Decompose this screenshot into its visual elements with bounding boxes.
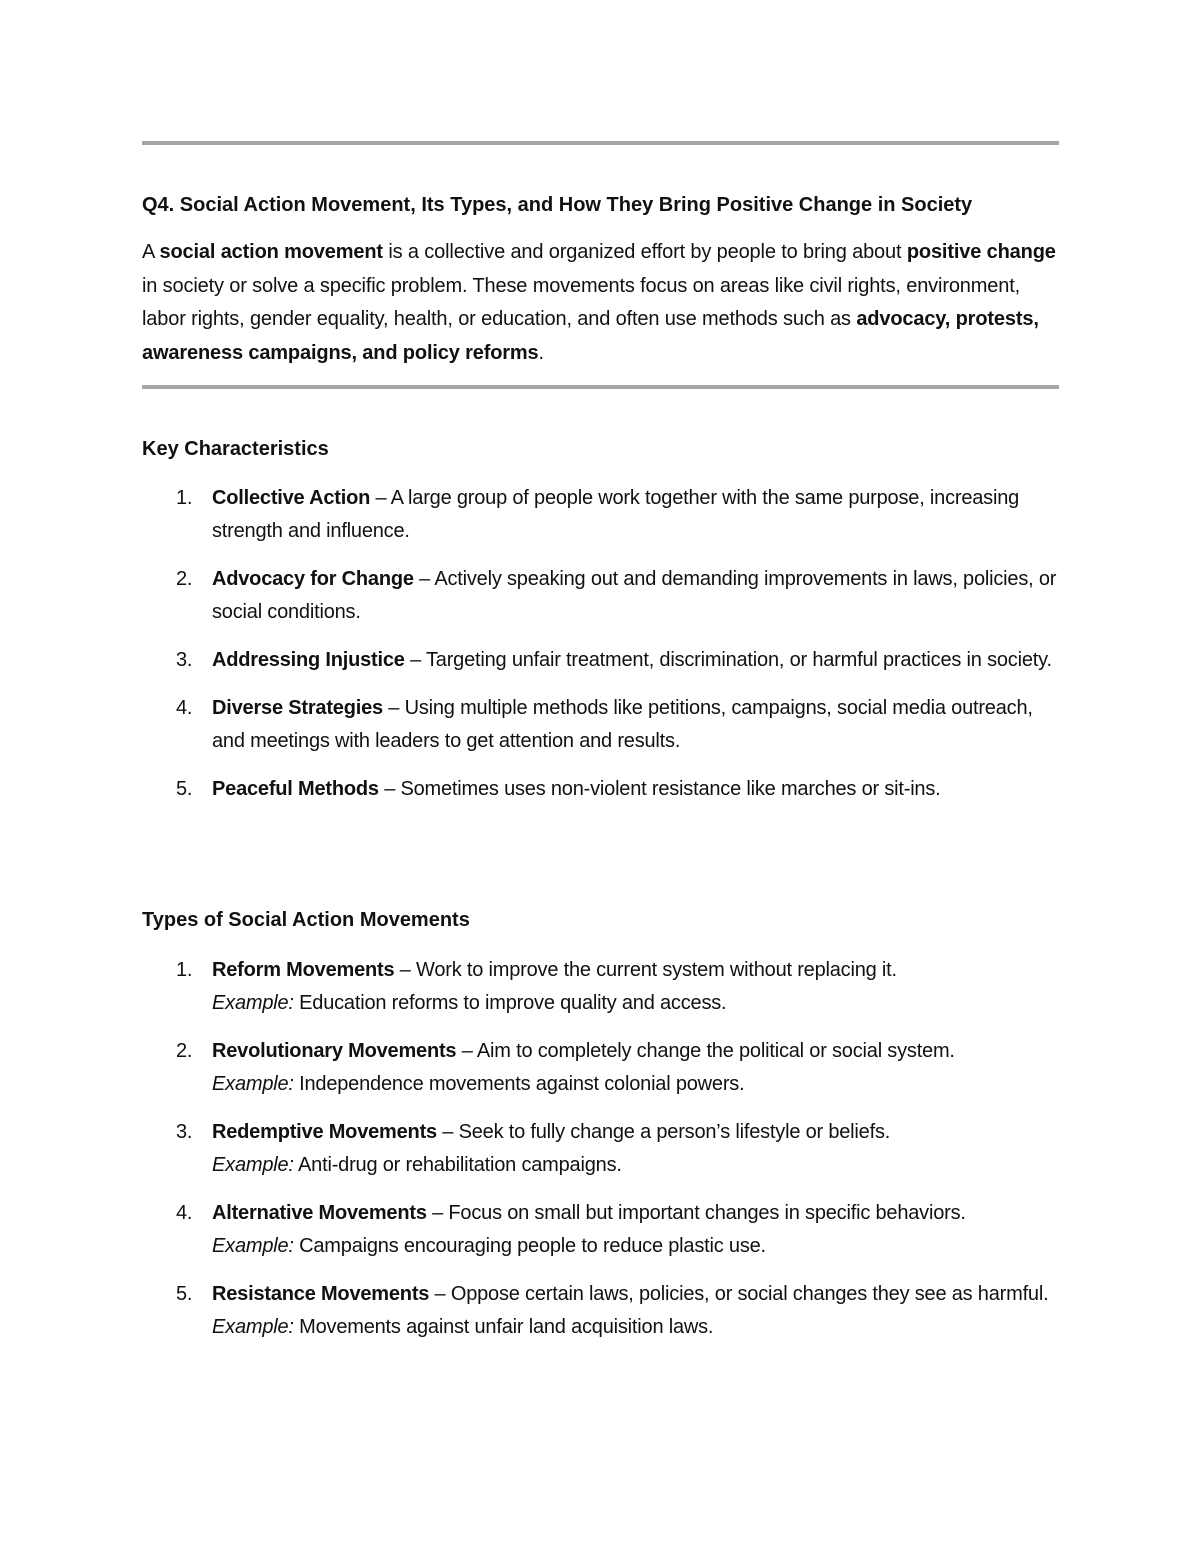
example-line (212, 987, 1059, 1020)
list-number: 2. (176, 568, 193, 590)
item-term: Revolutionary Movements (212, 1040, 457, 1062)
intro-bold-term: social action movement (159, 241, 383, 263)
item-description: – Seek to fully change a person’s lifestyle or beliefs. (436, 1121, 891, 1143)
horizontal-rule-middle (142, 385, 1059, 389)
item-term: Alternative Movements (212, 1202, 427, 1224)
example-line (212, 1311, 1059, 1344)
list-item (142, 563, 1059, 629)
list-item (142, 1278, 1059, 1344)
example-text: Campaigns encouraging people to reduce plastic use. (293, 1235, 766, 1257)
example-label: Example: (212, 992, 294, 1014)
item-description: – Targeting unfair treatment, discrimination, or harmful practices in society. (404, 649, 1052, 671)
item-term: Addressing Injustice (212, 649, 405, 671)
list-number: 3. (176, 1121, 193, 1143)
example-line (212, 1149, 1059, 1182)
example-line (212, 1068, 1059, 1101)
key-characteristics-list (142, 482, 1059, 821)
types-list (142, 954, 1059, 1359)
item-description: – Oppose certain laws, policies, or social changes they see as harmful. (429, 1283, 1049, 1305)
intro-paragraph (142, 236, 1059, 370)
item-term: Redemptive Movements (212, 1121, 437, 1143)
item-term: Reform Movements (212, 959, 395, 981)
list-number: 3. (176, 649, 193, 671)
example-text: Education reforms to improve quality and access. (293, 992, 727, 1014)
item-term: Peaceful Methods (212, 778, 379, 800)
intro-text: . (538, 341, 544, 364)
item-description: – Work to improve the current system without replacing it. (394, 959, 897, 981)
example-text: Anti-drug or rehabilitation campaigns. (293, 1154, 622, 1176)
item-term: Diverse Strategies (212, 697, 383, 719)
example-label: Example: (212, 1154, 294, 1176)
example-label: Example: (212, 1235, 294, 1257)
question-title: Q4. Social Action Movement, Its Types, and How They Bring Positive Change in Society (142, 194, 973, 216)
example-label: Example: (212, 1073, 294, 1095)
item-term: Resistance Movements (212, 1283, 430, 1305)
list-item (142, 1116, 1059, 1182)
intro-text: in society or solve a specific problem. These movements focus on areas like civil rights, environment, labor rights, gender equality, health, or education, and often use methods such as (142, 274, 1021, 330)
list-number: 5. (176, 778, 193, 800)
list-item (142, 692, 1059, 758)
list-item (142, 773, 1059, 806)
example-text: Independence movements against colonial powers. (293, 1073, 745, 1095)
item-description: – Using multiple methods like petitions, campaigns, social media outreach, and meetings with leaders to get attention and results. (212, 697, 1033, 752)
list-number: 5. (176, 1283, 193, 1305)
intro-text: A (142, 241, 160, 263)
item-description: – Sometimes uses non-violent resistance like marches or sit-ins. (378, 778, 941, 800)
key-characteristics-heading: Key Characteristics (142, 438, 329, 460)
item-description: – Focus on small but important changes in specific behaviors. (426, 1202, 966, 1224)
list-item (142, 1035, 1059, 1101)
list-number: 1. (176, 959, 193, 981)
example-text: Movements against unfair land acquisition laws. (293, 1316, 714, 1338)
list-item (142, 954, 1059, 1020)
horizontal-rule-top (142, 141, 1059, 145)
intro-text: is a collective and organized effort by people to bring about (382, 241, 907, 263)
list-number: 4. (176, 1202, 193, 1224)
item-description: – Actively speaking out and demanding improvements in laws, policies, or social conditions. (212, 568, 1057, 623)
intro-bold-term: advocacy, protests, awareness campaigns, and policy reforms (142, 308, 1039, 364)
intro-bold-term: positive change (906, 241, 1056, 263)
example-line (212, 1230, 1059, 1263)
list-number: 2. (176, 1040, 193, 1062)
example-label: Example: (212, 1316, 294, 1338)
list-number: 1. (176, 487, 193, 509)
list-item (142, 1197, 1059, 1263)
list-number: 4. (176, 697, 193, 719)
item-term: Collective Action (212, 487, 371, 509)
types-heading: Types of Social Action Movements (142, 909, 470, 931)
list-item (142, 482, 1059, 548)
item-term: Advocacy for Change (212, 568, 414, 590)
item-description: – A large group of people work together with the same purpose, increasing strength and influence. (212, 487, 1020, 542)
list-item (142, 644, 1059, 677)
item-description: – Aim to completely change the political or social system. (456, 1040, 955, 1062)
